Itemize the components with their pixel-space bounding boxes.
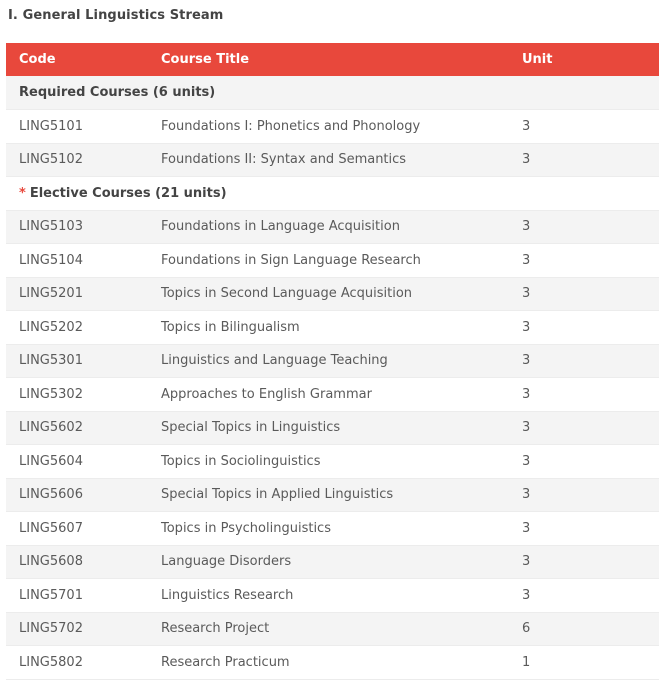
course-title: Linguistics and Language Teaching xyxy=(161,353,388,369)
table-row xyxy=(6,612,659,646)
course-unit: 3 xyxy=(522,554,531,570)
group-cell-elective xyxy=(6,177,659,211)
header-code: Code xyxy=(19,52,56,67)
course-unit: 3 xyxy=(522,420,531,436)
course-title: Topics in Bilingualism xyxy=(161,319,300,335)
course-unit: 3 xyxy=(522,587,531,603)
course-title: Language Disorders xyxy=(161,554,292,570)
table-row xyxy=(6,445,659,479)
course-code: LING5101 xyxy=(19,118,83,134)
group-row-elective xyxy=(6,177,659,211)
course-title: Topics in Sociolinguistics xyxy=(161,453,321,469)
course-code: LING5201 xyxy=(19,286,83,302)
course-code: LING5604 xyxy=(19,453,83,469)
course-code: LING5602 xyxy=(19,420,83,436)
table-row xyxy=(6,210,659,244)
course-title: Special Topics in Linguistics xyxy=(161,420,341,436)
course-unit: 3 xyxy=(522,152,531,168)
course-unit: 3 xyxy=(522,386,531,402)
table-row xyxy=(6,143,659,177)
header-course-title: Course Title xyxy=(161,52,250,67)
course-unit: 3 xyxy=(522,286,531,302)
table-row xyxy=(6,512,659,546)
course-unit: 1 xyxy=(522,654,531,670)
elective-asterisk: * xyxy=(19,185,26,201)
course-unit: 3 xyxy=(522,252,531,268)
course-title: Research Practicum xyxy=(161,654,290,670)
header-unit: Unit xyxy=(522,52,553,67)
course-code: LING5802 xyxy=(19,654,83,670)
course-title: Linguistics Research xyxy=(161,587,294,603)
group-label-elective: Elective Courses (21 units) xyxy=(29,185,227,201)
table-header xyxy=(6,43,659,76)
course-code: LING5701 xyxy=(19,587,83,603)
course-code: LING5104 xyxy=(19,252,83,268)
course-table xyxy=(6,43,659,680)
table-row xyxy=(6,244,659,278)
course-code: LING5202 xyxy=(19,319,83,335)
course-code: LING5302 xyxy=(19,386,83,402)
course-title: Research Project xyxy=(161,621,270,637)
table-body xyxy=(6,76,659,679)
course-title: Foundations I: Phonetics and Phonology xyxy=(161,118,421,134)
course-title: Foundations II: Syntax and Semantics xyxy=(161,152,407,168)
course-title: Foundations in Sign Language Research xyxy=(161,252,421,268)
course-unit: 3 xyxy=(522,487,531,503)
table-row xyxy=(6,646,659,680)
course-title: Topics in Second Language Acquisition xyxy=(161,286,413,302)
course-code: LING5301 xyxy=(19,353,83,369)
table-row xyxy=(6,411,659,445)
course-unit: 3 xyxy=(522,118,531,134)
course-title: Foundations in Language Acquisition xyxy=(161,219,400,235)
course-code: LING5702 xyxy=(19,621,83,637)
course-code: LING5102 xyxy=(19,152,83,168)
table-row xyxy=(6,311,659,345)
course-code: LING5608 xyxy=(19,554,83,570)
course-code: LING5606 xyxy=(19,487,83,503)
table-row xyxy=(6,110,659,144)
group-row-required xyxy=(6,76,659,110)
course-unit: 3 xyxy=(522,520,531,536)
table-row xyxy=(6,478,659,512)
table-row xyxy=(6,277,659,311)
table-row xyxy=(6,378,659,412)
course-unit: 3 xyxy=(522,319,531,335)
header-row xyxy=(6,43,659,76)
course-unit: 3 xyxy=(522,353,531,369)
course-code: LING5607 xyxy=(19,520,83,536)
section-title: I. General Linguistics Stream xyxy=(8,8,224,23)
course-title: Special Topics in Applied Linguistics xyxy=(161,487,394,503)
course-title: Approaches to English Grammar xyxy=(161,386,372,402)
course-unit: 3 xyxy=(522,453,531,469)
course-unit: 6 xyxy=(522,621,531,637)
course-code: LING5103 xyxy=(19,219,83,235)
group-label-required: Required Courses (6 units) xyxy=(19,85,216,100)
course-title: Topics in Psycholinguistics xyxy=(161,520,331,536)
table-row xyxy=(6,545,659,579)
course-unit: 3 xyxy=(522,219,531,235)
table-row xyxy=(6,344,659,378)
table-row xyxy=(6,579,659,613)
